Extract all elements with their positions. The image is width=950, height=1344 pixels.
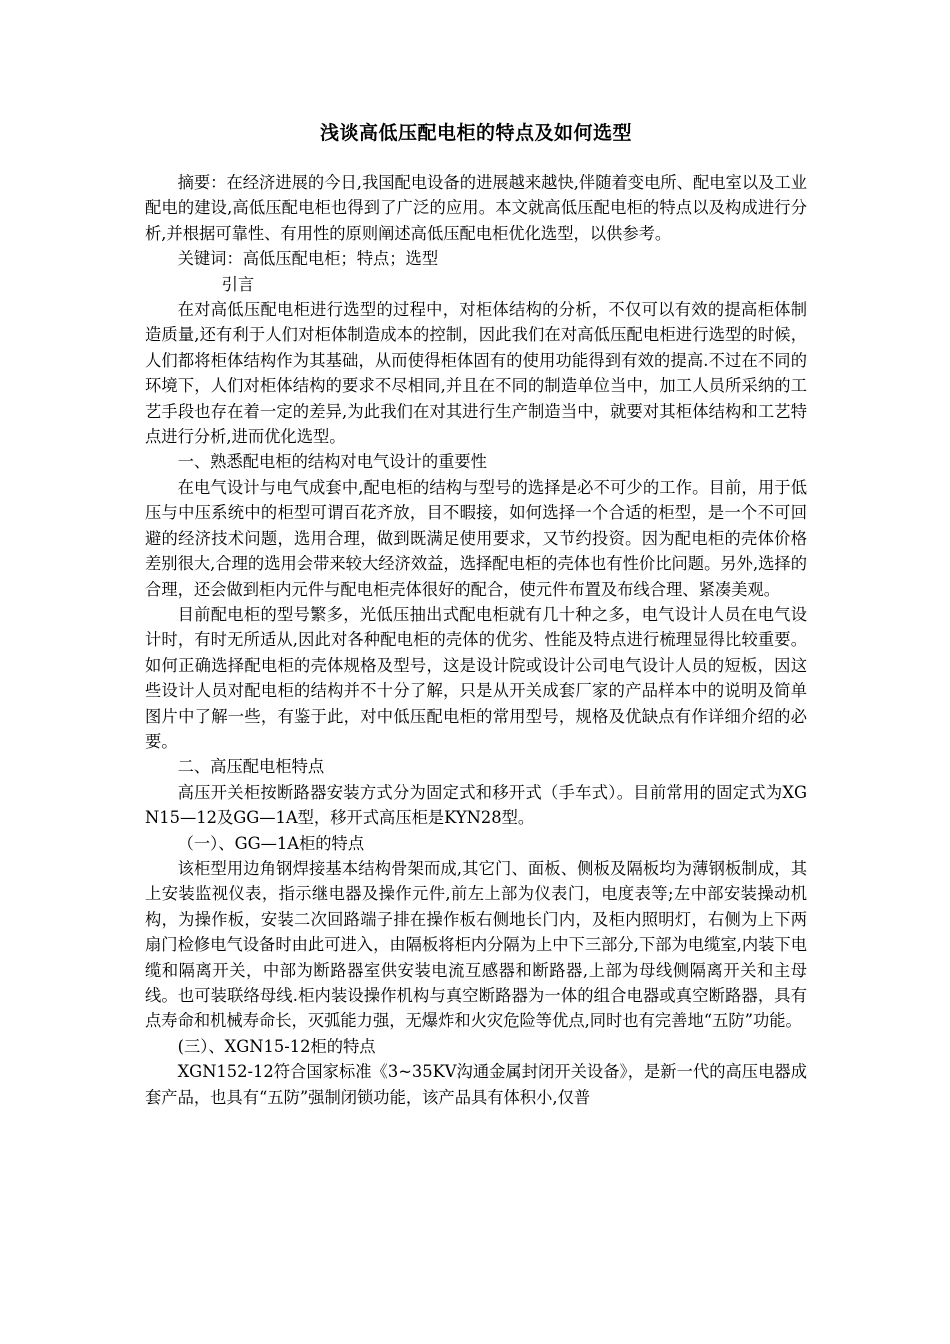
- subsection-xgn15-paragraph: XGN152-12符合国家标准《3~35KV沟通金属封闭开关设备》，是新一代的高压电器成套产品，也具有“五防”强制闭锁功能，该产品具有体积小,仅普: [145, 1062, 807, 1107]
- section-1-paragraph-2: 目前配电柜的型号繁多，光低压抽出式配电柜就有几十种之多，电气设计人员在电气设计时，有时无所适从,因此对各种配电柜的壳体的优劣、性能及特点进行梳理显得比较重要。如何正确选择配电柜的壳体规格及型号，这是设计院或设计公司电气设计人员的短板，因这些设计人员对配电柜的结构并不十分了解，只是从开关成套厂家的产品样本中的说明及简单图片中了解一些，有鉴于此，对中低压配电柜的常用型号，规格及优缺点有作详细介绍的必要。: [145, 604, 807, 751]
- section-1-heading: 一、熟悉配电柜的结构对电气设计的重要性: [177, 452, 487, 472]
- abstract-paragraph: 摘要：在经济进展的今日,我国配电设备的进展越来越快,伴随着变电所、配电室以及工业配电的建设,高低压配电柜也得到了广泛的应用。本文就高低压配电柜的特点以及构成进行分析,并根据可靠性、有用性的原则阐述高低压配电柜优化选型，以供参考。: [145, 173, 807, 243]
- section-2-heading: 二、高压配电柜特点: [177, 757, 325, 777]
- keywords-line: 关键词：高低压配电柜；特点；选型: [177, 249, 439, 269]
- subsection-xgn15-heading: (三）、XGN15-12柜的特点: [177, 1036, 376, 1056]
- document-page: [145, 118, 807, 1110]
- introduction-heading: 引言: [221, 274, 255, 294]
- subsection-gg1a-heading: （一）、GG—1A柜的特点: [177, 833, 365, 853]
- section-2-paragraph: 高压开关柜按断路器安装方式分为固定式和移开式（手车式）。目前常用的固定式为XGN15—12及GG—1A型，移开式高压柜是KYN28型。: [145, 782, 807, 828]
- introduction-paragraph: 在对高低压配电柜进行选型的过程中，对柜体结构的分析，不仅可以有效的提高柜体制造质量,还有利于人们对柜体制造成本的控制，因此我们在对高低压配电柜进行选型的时候，人们都将柜体结构作为其基础，从而使得柜体固有的使用功能得到有效的提高.不过在不同的环境下，人们对柜体结构的要求不尽相同,并且在不同的制造单位当中，加工人员所采纳的工艺手段也存在着一定的差异,为此我们在对其进行生产制造当中，就要对其柜体结构和工艺特点进行分析,进而优化选型。: [145, 300, 807, 447]
- subsection-gg1a-paragraph: 该柜型用边角钢焊接基本结构骨架而成,其它门、面板、侧板及隔板均为薄钢板制成，其上安装监视仪表，指示继电器及操作元件,前左上部为仪表门，电度表等;左中部安装操动机构，为操作板，安装二次回路端子排在操作板右侧地长门内，及柜内照明灯，右侧为上下两扇门检修电气设备时由此可进入，由隔板将柜内分隔为上中下三部分,下部为电缆室,内装下电缆和隔离开关，中部为断路器室供安装电流互感器和断路器,上部为母线侧隔离开关和主母线。也可装联络母线.柜内装设操作机构与真空断路器为一体的组合电器或真空断路器，具有点寿命和机械寿命长，灭弧能力强，无爆炸和火灾危险等优点,同时也有完善地“五防”功能。: [145, 858, 807, 1031]
- document-title: 浅谈高低压配电柜的特点及如何选型: [319, 122, 632, 144]
- section-1-paragraph-1: 在电气设计与电气成套中,配电柜的结构与型号的选择是必不可少的工作。目前，用于低压与中压系统中的柜型可谓百花齐放，目不暇接，如何选择一个合适的柜型，是一个不可回避的经济技术问题，选用合理，做到既满足使用要求，又节约投资。因为配电柜的壳体价格差别很大,合理的选用会带来较大经济效益，选择配电柜的壳体也有性价比问题。另外,选择的合理，还会做到柜内元件与配电柜壳体很好的配合，使元件布置及布线合理、紧凑美观。: [145, 477, 807, 599]
